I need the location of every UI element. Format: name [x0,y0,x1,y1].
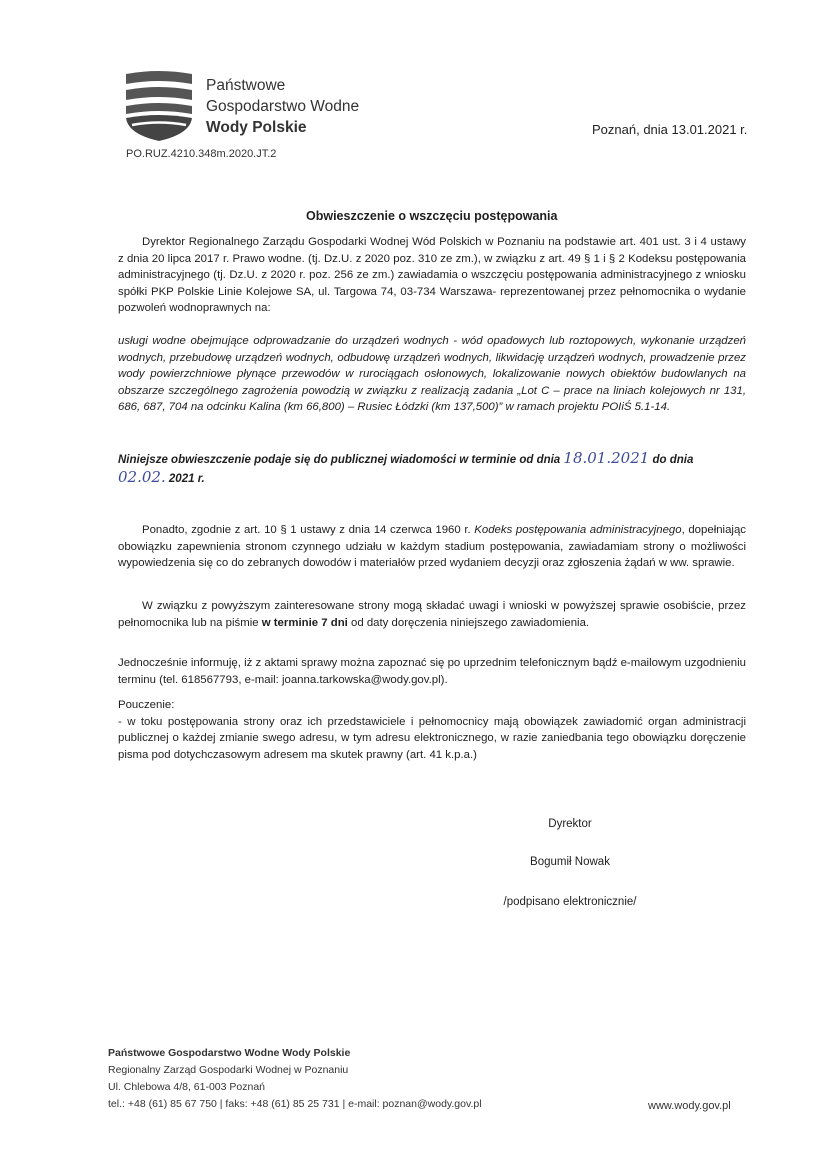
rights-text-suffix: , dopełniając obowiązku zapewnienia stronom czynnego udziału w każdym stadium postępowania, zawiadamiam strony o możliwości wypowiedzenia się co do zebranych dowodów i materiałów przed wydaniem decyzji oraz zgłoszenia żądań w ww. sprawie. [118,524,746,570]
footer-office: Regionalny Zarząd Gospodarki Wodnej w Poznaniu [108,1064,349,1076]
rights-text-prefix: Ponadto, zgodnie z art. 10 § 1 ustawy z dnia 14 czerwca 1960 r. [142,524,475,536]
logo-waves-icon [124,70,194,142]
publication-text-3: 2021 r. [165,473,205,485]
footer [108,1045,482,1113]
contact-paragraph: Jednocześnie informuję, iż z aktami sprawy można zapoznać się po uprzednim telefonicznym bądź e-mailowym uzgodnieniu terminu (tel. 618567793, e-mail: joanna.tarkowska@wody.gov.pl). [118,657,746,686]
remarks-text-prefix: W związku z powyższym zainteresowane strony mogą składać uwagi i wnioski w powyższej sprawie osobiście, przez pełnomocnika lub na piśmie [118,600,746,629]
publication-notice [118,450,746,488]
handwritten-date-to: 02.02. [118,468,166,486]
org-line-1: Państwowe [206,77,286,94]
instruction-label: Pouczenie: [118,699,175,711]
document-title: Obwieszczenie o wszczęciu postępowania [306,209,558,223]
handwritten-date-from: 18.01.2021 [563,449,650,467]
publication-text-2: do dnia [649,454,694,466]
signature-role: Dyrektor [548,818,592,830]
rights-text-italic: Kodeks postępowania administracyjnego [474,524,682,536]
publication-text-1: Niniejsze obwieszczenie podaje się do publicznej wiadomości w terminie od dnia [118,454,564,466]
footer-website-link[interactable]: www.wody.gov.pl [648,1100,731,1112]
organization-name [206,75,359,138]
intro-paragraph [118,234,746,317]
remarks-text-bold: w terminie 7 dni [261,616,348,629]
footer-org: Państwowe Gospodarstwo Wodne Wody Polskie [108,1047,351,1059]
remarks-text-suffix: od daty doręczenia niniejszego zawiadomienia. [347,616,590,629]
org-line-3: Wody Polskie [206,119,307,136]
case-reference: PO.RUZ.4210.348m.2020.JT.2 [126,148,277,160]
intro-text: Dyrektor Regionalnego Zarządu Gospodarki Wodnej Wód Polskich w Poznaniu na podstawie art. 401 ust. 3 i 4 ustawy z dnia 20 lipca 2017 r. Prawo wodne. (tj. Dz.U. z 2020 poz. 310 ze zm.), w związku z art. 49 § 1 i § 2 Kodeksu postępowania administracyjnego (tj. Dz.U. z 2020 r. poz. 256 ze zm.) zawiadamia o wszczęciu postępowania administracyjnego z wniosku spółki PKP Polskie Linie Kolejowe SA, ul. Targowa 74, 03-734 Warszawa- reprezentowanej przez pełnomocnika o wydanie pozwoleń wodnoprawnych na: [118,236,746,315]
signature-name: Bogumił Nowak [530,856,610,868]
org-line-2: Gospodarstwo Wodne [206,98,360,115]
footer-address: Ul. Chlebowa 4/8, 61-003 Poznań [108,1081,266,1093]
footer-contacts: tel.: +48 (61) 85 67 750 | faks: +48 (61) 85 25 731 | e-mail: poznan@wody.gov.pl [108,1098,482,1110]
instruction-section [118,697,746,763]
wody-polskie-logo [124,70,194,142]
remarks-paragraph [118,598,746,631]
signature-note: /podpisano elektronicznie/ [503,896,637,908]
services-paragraph: usługi wodne obejmujące odprowadzanie do urządzeń wodnych - wód opadowych lub roztopowych, wykonanie urządzeń wodnych, przebudowę urządzeń wodnych, odbudowę urządzeń wodnych, likwidację urządzeń wodnych, prowadzenie przez wody powierzchniowe płynące przewodów w rurociągach osłonowych, lokalizowanie nowych obiektów budowlanych na obszarze szczególnego zagrożenia powodzią w związku z realizacją zadania „Lot C – prace na liniach kolejowych nr 131, 686, 687, 704 na odcinku Kalina (km 66,800) – Rusiec Łódzki (km 137,500)” w ramach projektu POIiŚ 5.1-14. [118,335,746,414]
instruction-text: - w toku postępowania strony oraz ich przedstawiciele i pełnomocnicy mają obowiązek zawiadomić organ administracji publicznej o każdej zmianie swego adresu, w tym adresu elektronicznego, w razie zaniedbania tego obowiązku doręczenie pisma pod dotychczasowym adresem ma skutek prawny (art. 41 k.p.a.) [118,715,746,761]
rights-paragraph [118,522,746,572]
document-date: Poznań, dnia 13.01.2021 r. [592,122,748,137]
